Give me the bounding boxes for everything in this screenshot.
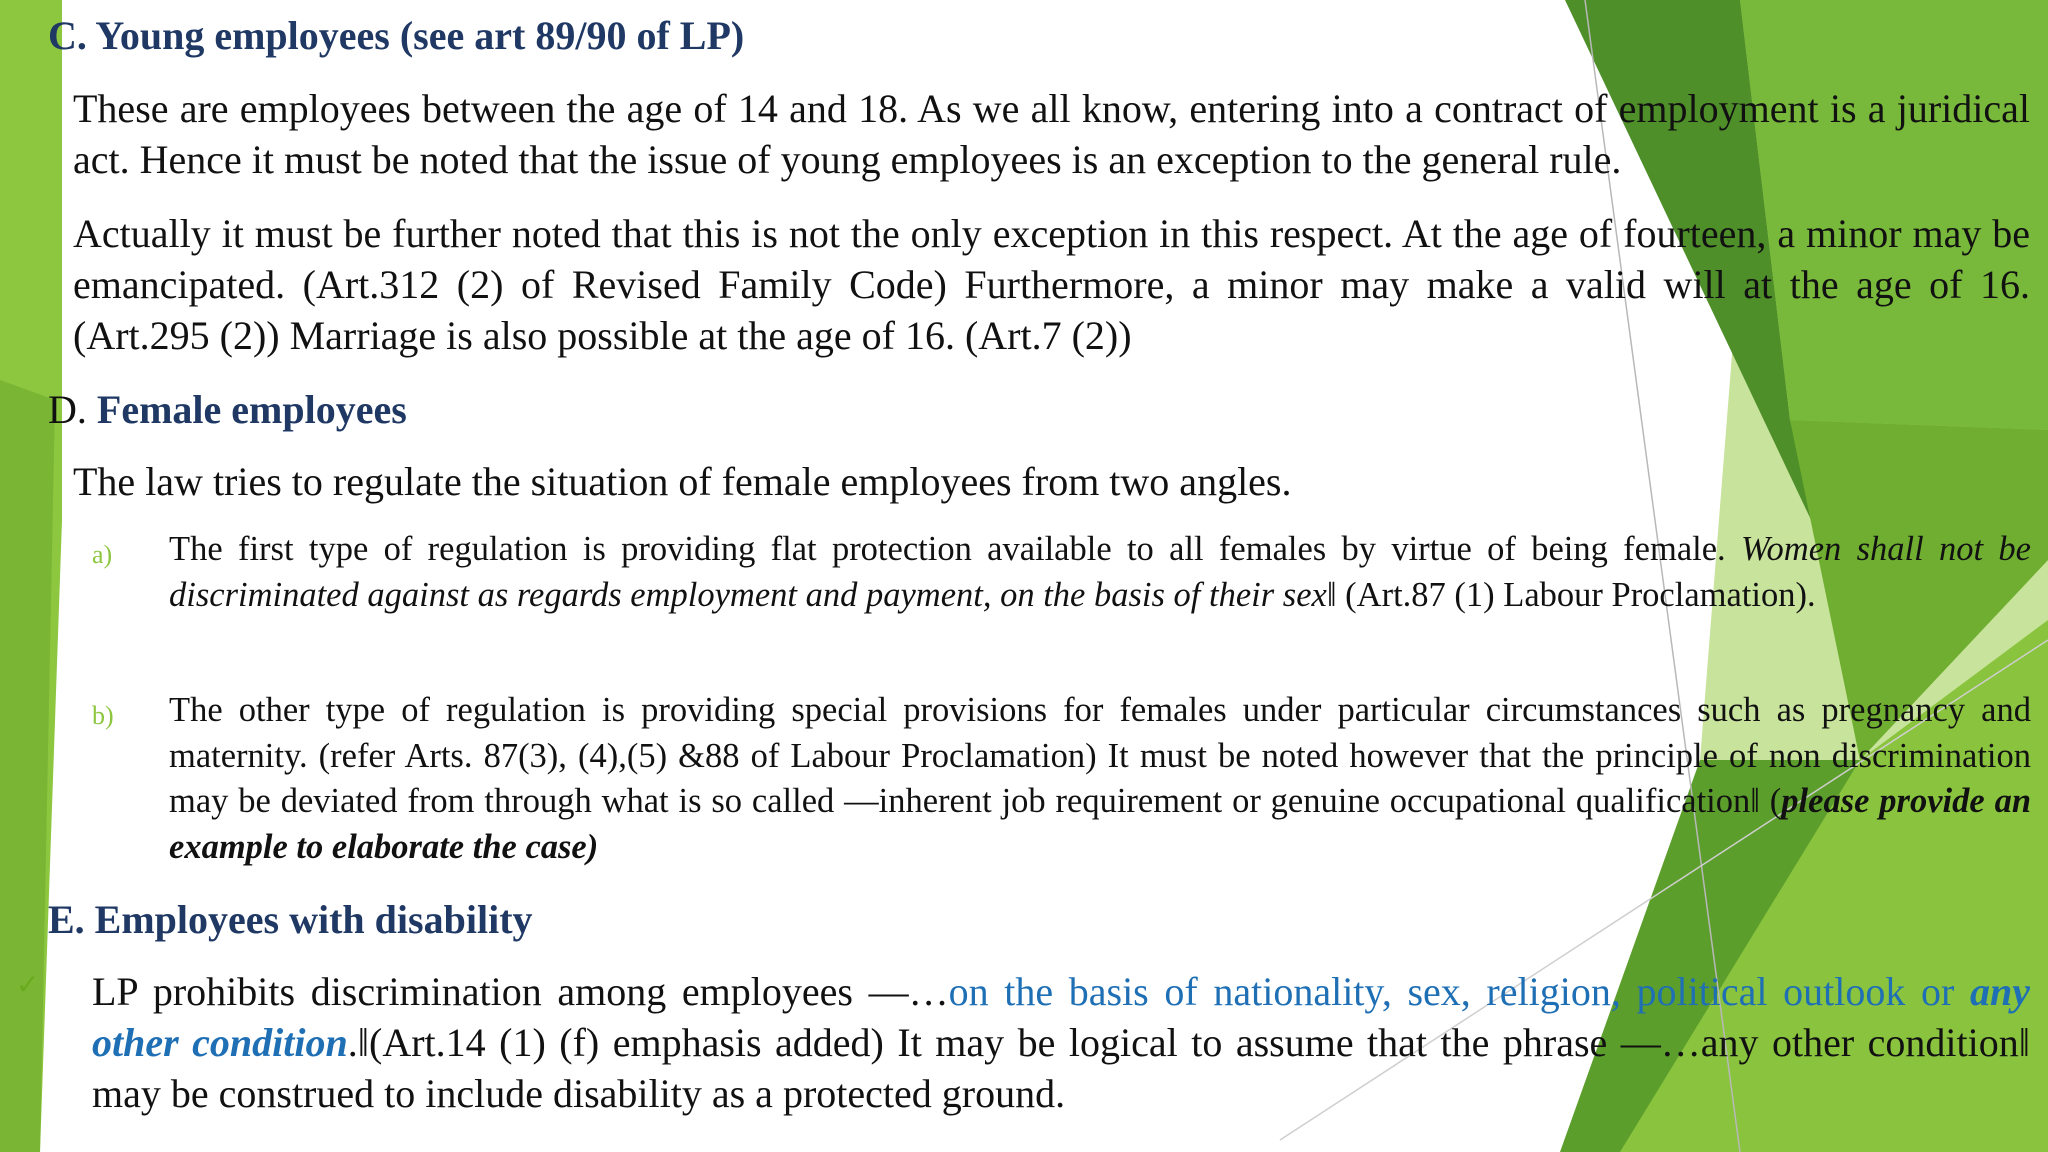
- female-item-a: [169, 527, 2031, 618]
- checkmark-icon: ✓: [16, 970, 40, 1001]
- heading-female-employees: [48, 386, 407, 434]
- heading-employees-disability: E. Employees with disability: [48, 897, 533, 942]
- heading-text: Female employees: [96, 387, 407, 432]
- disability-text-before: LP prohibits discrimination among employees ―…: [92, 969, 949, 1014]
- item-b-text: The other type of regulation is providing special provisions for females under particular circumstances such as pregnancy and maternity. (refer Arts. 87(3), (4),(5) &88 of Labour Proclamation) It must be noted however that the principle of non discrimination may be deviated from through what is so called ―inherent job requirement or genuine occupational qualification‖ (: [169, 691, 2031, 820]
- female-item-b: [169, 688, 2031, 870]
- item-a-ref: (Art.87 (1) Labour Proclamation).: [1336, 575, 1816, 614]
- disability-paragraph: [92, 966, 2030, 1119]
- female-intro: The law tries to regulate the situation of female employees from two angles.: [73, 459, 1292, 504]
- heading-young-employees: C. Young employees (see art 89/90 of LP): [48, 13, 745, 58]
- disability-blue-text: on the basis of nationality, sex, religion, political outlook or: [948, 969, 1970, 1014]
- item-a-text: The first type of regulation is providing flat protection available to all females by virtue of being female.: [169, 530, 1741, 568]
- disability-emphasis: any other condition: [92, 969, 2030, 1065]
- young-paragraph-1: These are employees between the age of 14 and 18. As we all know, entering into a contract of employment is a juridical act. Hence it must be noted that the issue of young employees is an exception to the general rule.: [73, 86, 2030, 182]
- young-paragraph-2: Actually it must be further noted that this is not the only exception in this respect. At the age of fourteen, a minor may be emancipated. (Art.312 (2) of Revised Family Code) Furthermore, a minor may make a valid will at the age of 16. (Art.295 (2)) Marriage is also possible at the age of 16. (Art.7 (2)): [73, 211, 2030, 358]
- item-b-bold-italic: please provide an example to elaborate the case): [169, 782, 2032, 866]
- item-marker-b: b): [92, 701, 114, 730]
- item-a-italic: Women shall not be discriminated against as regards employment and payment, on the basis of their sex‖: [169, 530, 2031, 614]
- item-marker-a: a): [92, 540, 113, 569]
- disability-text-after: .‖(Art.14 (1) (f) emphasis added) It may be logical to assume that the phrase ―…any other condition‖ may be construed to include disability as a protected ground.: [92, 1020, 2031, 1116]
- heading-prefix: D.: [48, 387, 87, 432]
